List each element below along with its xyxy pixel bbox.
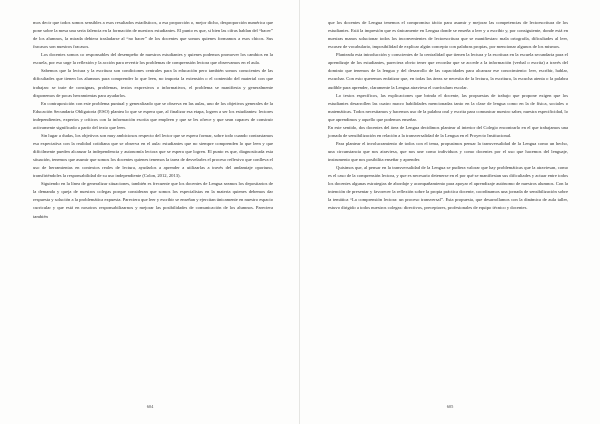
paragraph: Los docentes somos co responsables del desempeño de nuestros estudiantes y quienes podemos promover los cambios en la escuela, por eso urge la reflexión y la acción para revertir los problemas de comprensión lectora que observamos en el aula. bbox=[33, 52, 273, 66]
paragraph: mos decir que todos somos sensibles a esos resultados estadísticos, a esa proporción o, mejor dicho, desproporción numérica que pone sobre la mesa una seria falencia en la formación de nuestros estudiantes. El punto es que, si bien las cifras hablan del “bacer” de los alumnos, la mirada debiera trasladarse al “no bacer” de los docentes que somos quienes formamos a esos chicos. Sus fracasos son nuestros fracasos. bbox=[33, 20, 273, 50]
paragraph: Planteada esta introducción y conscientes de la centralidad que tienen la lectura y la escritura en la escuela secundaria para el aprendizaje de los estudiantes, pareciera obvio tener que recordar que se accede a la información (verbal o escrita) a través del dominio que tenemos de la lengua y del desarrollo de las capacidades para alcanzar ese conocimiento: leer, escribir, hablar, escuchar. Con esto queremos enfatizar que, en todas las áreas se necesita de la lectura, la escritura, la escucha atenta o la palabra audible para aprender, claramente la Lengua atraviesa el currículum escolar. bbox=[328, 52, 568, 90]
page-number: 605 bbox=[446, 404, 454, 409]
paragraph: que los docentes de Lengua tenemos el compromiso tácito para asumir y mejorar las competencias de lectoescritura de los estudiantes. Está la impresión que es únicamente en Lengua donde se enseña a leer y a escribir y, por consiguiente, donde está en nuestras manos solucionar todos los inconvenientes de lectoescritura que se manifiestan: mala ortografía, dificultades al leer, escasez de vocabulario, imposibilidad de explicar algún concepto con palabras propias, por mencionar algunos de los mismos. bbox=[328, 20, 568, 50]
paragraph: Sin lugar a dudas, los objetivos son muy ambiciosos respecto del lector que se espera formar, sobre todo cuando contrastamos esa expectativa con la realidad cotidiana que se observa en el aula: estudiantes que no siempre comprenden lo que leen y que difícilmente pueden alcanzar la independencia y autonomía lectora que se espera que logren. El punto es que, diagnosticada esta situación, tenemos que asumir que somos los docentes quienes tenemos la tarea de desvelarles el proceso reflexivo que conlleva el uso de herramientas en contextos reales de lectura, ayudarlos a aprender a utilizarlas a través del andamiaje oportuno, transfiriéndoles la responsabilidad de su uso independiente (Colon, 2012, 2013). bbox=[33, 132, 273, 179]
paragraph: En contraposición con este problema puntual y generalizado que se observa en las aulas, uno de los objetivos generales de la Educación Secundaria Obligatoria (ESO) plantea lo que se espera que, al finalizar esa etapa, logren a ser los estudiantes: lectores independientes, expertos y críticos con la información escrita que empleen y que se les ofrece y que sean capaces de construir activamente significado a partir del texto que leen. bbox=[33, 100, 273, 130]
right-page bbox=[300, 0, 600, 424]
page-number: 604 bbox=[146, 404, 154, 409]
paragraph: Lo textos específicos, las explicaciones que brinda el docente, las propuestas de trabajo que propone exigen que los estudiantes desarrollen las cuatro macro habilidades mencionadas tanto en la clase de lengua como en la de física, sociales o matemáticas. Todos necesitamos y hacemos uso de la palabra oral y escrita para comunicar nuestro saber, nuestra especificidad, lo que aprendimos y aquello que podemos enseñar. bbox=[328, 92, 568, 122]
paragraph: Siguiendo en la línea de generalizar situaciones, también es frecuente que los docentes de Lengua seamos los depositarios de la demanda y queja de nuestros colegas porque consideran que somos los especialistas en la materia quienes debemos dar respuesta y solución a la problemática expuesta. Pareciera que leer y escribir se enseñan y ejercitan únicamente en nuestro espacio curricular y que está en nosotros responsabilizarnos y mejorar las posibilidades de comunicación de los alumnos. Pareciera también bbox=[33, 181, 273, 219]
paragraph: Sabemos que la lectura y la escritura son condiciones centrales para la educación pero también somos conscientes de las dificultades que tienen los alumnos para comprender lo que leen, no importa la extensión o el contenido del material con que trabajan: se trate de consignas, problemas, textos expresivos o informativos, el problema se manifiesta y generalmente disponemos de pocas herramientas para ayudarlos. bbox=[33, 68, 273, 98]
paragraph: Para plantear el involucramiento de todos con el tema, propusimos pensar la transversalidad de la Lengua como un hecho, una circunstancia que nos atraviesa, que nos une como individuos y como docentes por el uso que hacemos del lenguaje, instrumento que nos posibilita enseñar y aprender. bbox=[328, 140, 568, 163]
paragraph: Quisimos que, al pensar en la transversalidad de la Lengua se pudiera valorar que hay problemáticas que la atraviesan, como es el caso de la comprensión lectora, y que es necesario detenerse en el por qué se manifiestan sus dificultades y actuar entre todos los docentes algunas estrategias de abordaje y acompañamiento para apoyar el aprendizaje autónomo de nuestros alumnos. Con la intención de presentar y favorecer la reflexión sobre la propia práctica docente, coordinamos una jornada de sensibilización sobre la temática “La comprensión lectora: un proceso transversal”. Esta propuesta, que desarrollamos con la dinámica de aula taller, estuvo dirigido a todos nuestros colegas: directivos, preceptores, profesionales de equipo técnico y docentes. bbox=[328, 165, 568, 211]
paragraph: En este sentido, dos docentes del área de Lengua decidimos plantear al interior del Colegio encontrarlo en el que trabajamos una jornada de sensibilización en relación a la transversalidad de la Lengua en el Proyecto Institucional. bbox=[328, 124, 568, 138]
